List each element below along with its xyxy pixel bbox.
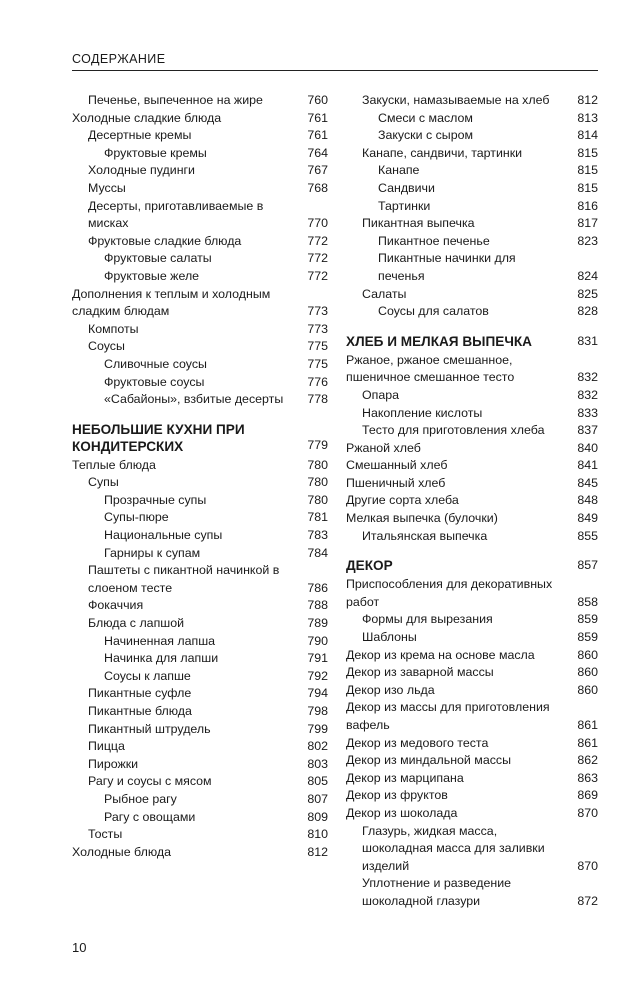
entry-title: Теплые блюда	[72, 457, 156, 472]
toc-entry	[346, 770, 598, 788]
entry-page-number: 798	[307, 704, 328, 718]
toc-entry	[346, 682, 598, 700]
entry-title: Накопление кислоты	[362, 405, 483, 420]
entry-page-number: 781	[307, 510, 328, 525]
entry-title: Приспособления для декоративных работ	[346, 577, 553, 609]
entry-title: Пикантные начинки для печенья	[378, 251, 516, 283]
entry-page-number: 858	[577, 594, 598, 609]
entry-page-number: 780	[307, 457, 328, 472]
toc-entry	[346, 303, 598, 321]
toc-entry	[346, 752, 598, 770]
entry-title: Глазурь, жидкая масса, шоколадная масса для заливки изделий	[362, 823, 545, 873]
entry-page-number: 869	[577, 788, 598, 803]
entry-page-number: 861	[577, 735, 598, 750]
toc-entry	[72, 250, 328, 268]
entry-title: Прозрачные супы	[104, 492, 207, 507]
toc-entry	[346, 475, 598, 493]
entry-page-number: 779	[307, 438, 328, 453]
toc-entry	[72, 457, 328, 475]
entry-title: Начинка для лапши	[104, 651, 219, 666]
toc-entry	[72, 527, 328, 545]
toc-entry	[72, 826, 328, 844]
entry-page-number: 788	[307, 598, 328, 613]
toc-entry	[346, 233, 598, 251]
entry-page-number: 770	[307, 216, 328, 231]
toc-entry	[346, 92, 598, 110]
entry-title: Фруктовые сладкие блюда	[88, 233, 242, 248]
entry-page-number: 807	[307, 791, 328, 806]
entry-page-number: 860	[577, 647, 598, 662]
toc-column-left	[72, 92, 328, 861]
entry-title: Формы для вырезания	[362, 612, 493, 627]
entry-title: Муссы	[88, 180, 126, 195]
entry-title: Дополнения к теплым и холодным сладким блюдам	[72, 286, 271, 319]
entry-title: Опара	[362, 387, 400, 402]
toc-entry	[346, 145, 598, 163]
entry-page-number: 790	[307, 633, 328, 648]
toc-section-heading	[346, 557, 598, 574]
entry-page-number: 812	[577, 93, 598, 107]
entry-page-number: 862	[577, 753, 598, 768]
entry-page-number: 789	[307, 616, 328, 631]
section-title: ХЛЕБ И МЕЛКАЯ ВЫПЕЧКА	[346, 333, 532, 349]
entry-title: «Сабайоны», взбитые десерты	[104, 392, 284, 407]
entry-page-number: 860	[577, 682, 598, 697]
toc-column-right	[346, 92, 598, 911]
toc-entry	[346, 440, 598, 458]
entry-page-number: 837	[577, 423, 598, 438]
entry-title: Паштеты с пикантной начинкой в слоеном тесте	[88, 563, 280, 595]
entry-page-number: 803	[307, 756, 328, 771]
entry-page-number: 772	[307, 233, 328, 248]
entry-page-number: 812	[307, 844, 328, 859]
entry-page-number: 816	[577, 198, 598, 213]
toc-entry	[346, 180, 598, 198]
entry-page-number: 863	[577, 770, 598, 785]
toc-entry	[346, 735, 598, 753]
entry-page-number: 817	[577, 216, 598, 231]
entry-title: Ржаной хлеб	[346, 440, 421, 455]
entry-title: Декор из медового теста	[346, 735, 489, 750]
entry-title: Компоты	[88, 321, 139, 336]
entry-title: Гарниры к супам	[104, 545, 201, 560]
entry-page-number: 815	[577, 180, 598, 195]
entry-page-number: 824	[577, 268, 598, 283]
entry-page-number: 832	[577, 370, 598, 385]
entry-title: Соусы к лапше	[104, 668, 191, 683]
entry-title: Уплотнение и разведение шоколадной глазури	[362, 876, 512, 908]
entry-page-number: 805	[307, 774, 328, 789]
entry-title: Фруктовые соусы	[104, 374, 205, 389]
toc-entry	[346, 457, 598, 475]
toc-entry	[72, 545, 328, 563]
entry-page-number: 849	[577, 511, 598, 526]
toc-entry	[72, 492, 328, 510]
toc-entry	[72, 633, 328, 651]
toc-section-heading	[346, 333, 598, 350]
entry-title: Фруктовые желе	[104, 268, 200, 283]
entry-page-number: 783	[307, 528, 328, 543]
entry-title: Соусы для салатов	[378, 304, 489, 319]
toc-entry	[346, 875, 598, 910]
entry-page-number: 831	[577, 333, 598, 348]
toc-entry	[72, 233, 328, 251]
toc-entry	[346, 528, 598, 546]
toc-entry	[346, 629, 598, 647]
entry-title: Рыбное рагу	[104, 791, 177, 806]
entry-page-number: 792	[307, 668, 328, 683]
entry-page-number: 840	[577, 440, 598, 455]
entry-title: Супы	[88, 475, 119, 490]
entry-page-number: 772	[307, 251, 328, 266]
entry-title: Рагу с овощами	[104, 809, 196, 824]
entry-title: Пикантный штрудель	[88, 721, 211, 736]
toc-entry	[72, 738, 328, 756]
entry-title: Печенье, выпеченное на жире	[88, 93, 263, 107]
entry-page-number: 841	[577, 458, 598, 473]
toc-entry	[72, 756, 328, 774]
toc-entry	[346, 250, 598, 285]
toc-entry	[72, 562, 328, 597]
entry-title: Канапе	[378, 163, 420, 178]
entry-page-number: 828	[577, 304, 598, 319]
entry-page-number: 857	[577, 558, 598, 573]
entry-page-number: 832	[577, 387, 598, 402]
entry-page-number: 855	[577, 528, 598, 543]
toc-entry	[346, 286, 598, 304]
entry-title: Смеси с маслом	[378, 110, 473, 125]
entry-title: Итальянская выпечка	[362, 528, 488, 543]
entry-page-number: 775	[307, 339, 328, 354]
entry-title: Декор из заварной массы	[346, 665, 494, 680]
entry-title: Декор из фруктов	[346, 788, 448, 803]
toc-entry	[346, 405, 598, 423]
entry-title: Декор изо льда	[346, 682, 435, 697]
toc-entry	[346, 576, 598, 611]
entry-page-number: 815	[577, 145, 598, 160]
entry-title: Пикантные блюда	[88, 704, 192, 718]
entry-page-number: 786	[307, 580, 328, 595]
toc-entry	[72, 374, 328, 392]
toc-entry	[72, 773, 328, 791]
entry-page-number: 861	[577, 718, 598, 732]
running-header-title: СОДЕРЖАНИЕ	[72, 52, 166, 66]
entry-title: Пикантное печенье	[378, 233, 490, 248]
toc-section-heading	[72, 421, 328, 455]
toc-entry	[346, 611, 598, 629]
toc-entry	[72, 268, 328, 286]
entry-page-number: 761	[307, 128, 328, 143]
toc-entry	[72, 668, 328, 686]
entry-page-number: 784	[307, 545, 328, 560]
entry-page-number: 780	[307, 492, 328, 507]
entry-page-number: 794	[307, 686, 328, 701]
entry-page-number: 778	[307, 392, 328, 407]
entry-page-number: 791	[307, 651, 328, 666]
entry-page-number: 773	[307, 304, 328, 319]
toc-entry	[346, 823, 598, 876]
entry-page-number: 859	[577, 612, 598, 627]
entry-page-number: 764	[307, 145, 328, 160]
entry-title: Сандвичи	[378, 180, 435, 195]
entry-page-number: 825	[577, 286, 598, 301]
toc-entry	[346, 422, 598, 440]
running-header	[72, 52, 598, 71]
entry-title: Пицца	[88, 739, 125, 754]
entry-title: Сливочные соусы	[104, 356, 207, 371]
toc-entry	[346, 215, 598, 233]
entry-page-number: 848	[577, 493, 598, 508]
toc-entry	[346, 664, 598, 682]
entry-page-number: 815	[577, 163, 598, 178]
entry-title: Фруктовые салаты	[104, 251, 212, 266]
toc-entry	[72, 286, 328, 321]
entry-page-number: 859	[577, 630, 598, 645]
entry-page-number: 773	[307, 321, 328, 336]
section-title: НЕБОЛЬШИЕ КУХНИ ПРИ КОНДИТЕРСКИХ	[72, 421, 245, 454]
entry-title: Смешанный хлеб	[346, 458, 448, 473]
entry-page-number: 814	[577, 128, 598, 143]
entry-page-number: 761	[307, 110, 328, 125]
entry-page-number: 813	[577, 110, 598, 125]
entry-page-number: 870	[577, 805, 598, 820]
entry-title: Фокаччия	[88, 598, 144, 613]
entry-title: Декор из шоколада	[346, 805, 458, 820]
entry-page-number: 776	[307, 374, 328, 389]
entry-title: Тартинки	[378, 198, 431, 213]
entry-title: Салаты	[362, 286, 407, 301]
entry-title: Блюда с лапшой	[88, 616, 185, 631]
entry-title: Десертные кремы	[88, 128, 192, 143]
toc-entry	[72, 338, 328, 356]
toc-entry	[72, 162, 328, 180]
toc-entry	[346, 699, 598, 734]
entry-page-number: 833	[577, 405, 598, 420]
entry-title: Десерты, приготавливаемые в мисках	[88, 198, 264, 231]
toc-entry	[72, 791, 328, 809]
entry-title: Декор из марципана	[346, 770, 464, 785]
toc-entry	[346, 647, 598, 665]
entry-title: Соусы	[88, 339, 125, 354]
toc-entry	[72, 650, 328, 668]
toc-entry	[346, 198, 598, 216]
toc-entry	[72, 391, 328, 409]
entry-title: Пшеничный хлеб	[346, 475, 446, 490]
entry-title: Пикантная выпечка	[362, 216, 475, 231]
toc-entry	[72, 809, 328, 827]
entry-title: Холодные пудинги	[88, 163, 195, 178]
entry-title: Супы-пюре	[104, 510, 169, 525]
entry-title: Декор из массы для приготовления вафель	[346, 700, 550, 732]
entry-page-number: 870	[577, 858, 598, 873]
toc-entry	[72, 685, 328, 703]
entry-title: Тосты	[88, 827, 123, 842]
toc-entry	[346, 352, 598, 387]
toc-entry	[72, 509, 328, 527]
toc-entry	[72, 721, 328, 739]
toc-entry	[72, 474, 328, 492]
toc-entry	[72, 198, 328, 233]
toc-entry	[72, 180, 328, 198]
entry-title: Холодные блюда	[72, 844, 171, 859]
entry-page-number: 810	[307, 827, 328, 842]
entry-title: Канапе, сандвичи, тартинки	[362, 145, 523, 160]
entry-page-number: 823	[577, 233, 598, 248]
toc-entry	[346, 805, 598, 823]
entry-title: Холодные сладкие блюда	[72, 110, 222, 125]
section-title: ДЕКОР	[346, 558, 393, 574]
toc-entry	[72, 356, 328, 374]
entry-title: Декор из миндальной массы	[346, 753, 512, 768]
entry-page-number: 872	[577, 893, 598, 908]
entry-title: Тесто для приготовления хлеба	[362, 423, 545, 438]
entry-page-number: 802	[307, 739, 328, 754]
entry-page-number: 845	[577, 475, 598, 490]
toc-entry	[72, 145, 328, 163]
entry-page-number: 767	[307, 163, 328, 178]
entry-page-number: 860	[577, 665, 598, 680]
toc-entry	[72, 321, 328, 339]
entry-page-number: 772	[307, 268, 328, 283]
entry-title: Закуски с сыром	[378, 128, 474, 143]
entry-title: Национальные супы	[104, 528, 223, 543]
toc-entry	[346, 492, 598, 510]
entry-title: Начиненная лапша	[104, 633, 216, 648]
toc-entry	[346, 787, 598, 805]
entry-page-number: 799	[307, 721, 328, 736]
entry-page-number: 809	[307, 809, 328, 824]
toc-entry	[346, 510, 598, 528]
page-number: 10	[72, 940, 87, 955]
toc-entry	[346, 387, 598, 405]
toc-entry	[346, 127, 598, 145]
entry-title: Фруктовые кремы	[104, 145, 207, 160]
toc-entry	[346, 162, 598, 180]
entry-title: Рагу и соусы с мясом	[88, 774, 212, 789]
entry-page-number: 780	[307, 475, 328, 490]
entry-title: Мелкая выпечка (булочки)	[346, 511, 498, 526]
toc-entry	[72, 615, 328, 633]
entry-page-number: 768	[307, 180, 328, 195]
entry-title: Декор из крема на основе масла	[346, 647, 535, 662]
toc-entry	[72, 127, 328, 145]
toc-entry	[346, 110, 598, 128]
entry-title: Другие сорта хлеба	[346, 493, 459, 508]
toc-entry	[72, 92, 328, 110]
toc-entry	[72, 844, 328, 862]
entry-title: Закуски, намазываемые на хлеб	[362, 93, 550, 107]
entry-title: Пикантные суфле	[88, 686, 192, 701]
entry-title: Шаблоны	[362, 630, 417, 645]
entry-title: Пирожки	[88, 756, 139, 771]
toc-entry	[72, 703, 328, 721]
toc-entry	[72, 597, 328, 615]
entry-page-number: 775	[307, 356, 328, 371]
entry-title: Ржаное, ржаное смешанное, пшеничное смешанное тесто	[346, 352, 515, 385]
toc-entry	[72, 110, 328, 128]
entry-page-number: 760	[307, 93, 328, 107]
